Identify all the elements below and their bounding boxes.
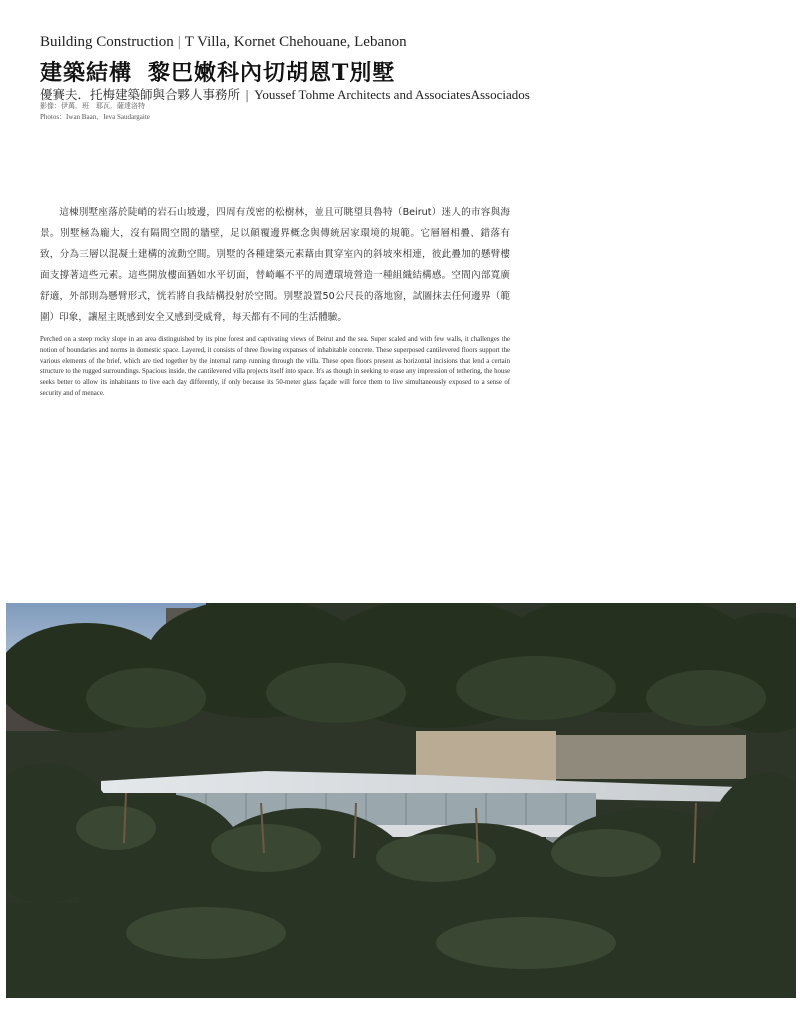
rear-volume: [416, 731, 556, 783]
body-text-zh: 這棟別墅座落於陡峭的岩石山坡邊，四周有茂密的松樹林，並且可眺望貝魯特（Beirut）迷人的市容與海景。別墅極為龐大，沒有隔間空間的牆壁，足以顛覆邊界概念與傳統居家環境的規範。它層層相疊、錯落有致，分為三層以混凝土建構的流動空間。別墅的各種建築元素藉由貫穿室內的斜坡來相連，彼此疊加的懸臂樓面支撐著這些元素。這些開放樓面猶如水平切面，替崎嶇不平的周遭環境營造一種組織結構感。空間內部寬廣舒適，外部則為懸臂形式，恍若將自我結構投射於空間。別墅設置50公尺長的落地窗，試圖抹去任何邊界（範圍）印象，讓屋主既感到安全又感到受威脅，每天都有不同的生活體驗。: [40, 207, 510, 323]
architect-name-zh: 優賽夫．托梅建築師與合夥人事務所: [40, 87, 241, 102]
photo-credit-en: Photos：Iwan Baan、Ieva Saudargaite: [40, 113, 150, 121]
body-text-en: Perched on a steep rocky slope in an area distinguished by its pine forest and captivating views of Beirut and the sea. Super scaled and with few walls, it challenges the notion of boundaries and norms in domestic space. Layered, it consists of three flowing expanses of inhabitable concrete. These superposed cantilevered floors support the various elements of the brief, which are tied together by the internal ramp running through the villa. These open floors present as horizontal incisions that lend a certain structure to the rugged surroundings. Spacious inside, the cantilevered villa projects itself into space. It's as though in seeking to erase any impression of tethering, the house seeks better to allow its inhabitants to live each day differently, if only because its 50-meter glass façade will force them to live simultaneously exposed to a sense of security and of menace.: [40, 336, 510, 397]
title-project-zh: 黎巴嫩科內切胡恩T別墅: [148, 60, 396, 86]
villa-photo-illustration: [6, 603, 796, 998]
rear-volume-glazing: [556, 735, 746, 779]
heading-separator: |: [177, 34, 181, 50]
architect-separator: |: [245, 87, 250, 102]
project-name-en: T Villa, Kornet Chehouane, Lebanon: [184, 34, 407, 50]
series-heading: [40, 34, 760, 51]
villa-photo: [6, 603, 796, 998]
photo-credit-zh: 影像：伊萬．班 耶瓦．薩達洛特: [40, 102, 145, 110]
page-title: [40, 56, 395, 87]
architect-name-en: Youssef Tohme Architects and AssociatesAssociados: [254, 87, 530, 102]
section-label: Building Construction: [40, 34, 174, 50]
title-section-zh: 建築結構: [40, 60, 133, 86]
